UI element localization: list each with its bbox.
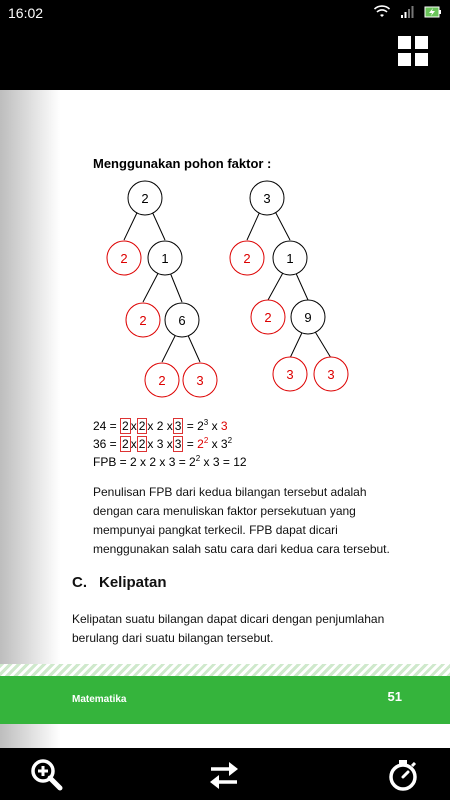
svg-text:2: 2 (120, 251, 128, 266)
signal-icon (400, 5, 414, 19)
tree1-node-root (128, 181, 162, 215)
top-toolbar (0, 26, 450, 90)
bottom-toolbar (0, 748, 450, 800)
book-page[interactable] (0, 90, 450, 748)
svg-text:3: 3 (263, 191, 271, 206)
status-time: 16:02 (8, 5, 44, 21)
svg-text:3: 3 (286, 367, 294, 382)
tree1-node-left3 (145, 363, 179, 397)
tree1-node-left1 (107, 241, 141, 275)
tree2-node-left2 (251, 300, 285, 334)
timer-icon (386, 758, 420, 792)
svg-text:1: 1 (161, 251, 169, 266)
paragraph-kelipatan: Kelipatan suatu bilangan dapat dicari dengan penjumlahan berulang dari suatu bilangan tersebut. (72, 612, 385, 645)
svg-text:3: 3 (196, 373, 204, 388)
swap-icon (207, 758, 241, 792)
tree2-node-root (250, 181, 284, 215)
status-icons (374, 5, 442, 19)
swap-button[interactable] (207, 758, 241, 792)
footer-subject: Matematika (72, 694, 127, 705)
tree2-node-right3 (314, 357, 348, 391)
page-number: 51 (387, 689, 402, 704)
equation-36: 36 = 2 x 2 x 3 x $3 = 2^2$ x $3^2$ (93, 436, 233, 451)
page-footer (0, 676, 450, 724)
status-bar (0, 0, 450, 26)
timer-button[interactable] (386, 758, 420, 792)
heading-factor-tree: Menggunakan pohon faktor : (93, 156, 272, 171)
grid-icon (398, 36, 428, 66)
svg-text:9: 9 (304, 310, 312, 325)
svg-text:1: 1 (286, 251, 294, 266)
svg-text:3: 3 (327, 367, 335, 382)
svg-text:2: 2 (139, 313, 147, 328)
equation-fpb: FPB = 2 x 2 x $3 = 2^2$ x 3 = 12 (93, 454, 247, 469)
svg-text:2: 2 (158, 373, 166, 388)
tree1-node-left2 (126, 303, 160, 337)
zoom-in-icon (30, 758, 64, 792)
tree1-node-right2 (165, 303, 199, 337)
tree2-node-left1 (230, 241, 264, 275)
section-title: Kelipatan (99, 574, 167, 591)
paragraph-fpb: Penulisan FPB dari kedua bilangan tersebut adalah dengan cara menuliskan faktor persekutuan yang mempunyai pangkat terkecil. FPB dapat dicari menggunakan salah satu cara dari kedua cara tersebut. (93, 485, 390, 556)
svg-text:2: 2 (264, 310, 272, 325)
section-number: C. (72, 574, 87, 591)
footer-stripe (0, 664, 450, 676)
wifi-icon (374, 5, 390, 19)
svg-text:2: 2 (243, 251, 251, 266)
battery-charging-icon (424, 5, 442, 19)
svg-text:2: 2 (141, 191, 149, 206)
grid-view-button[interactable] (398, 36, 428, 66)
svg-text:6: 6 (178, 313, 186, 328)
factor-trees (0, 90, 450, 410)
tree2-node-left3 (273, 357, 307, 391)
equation-24: 24 = 2 x 2 x 2 x $3 = 2^3$ x 3 (93, 418, 228, 433)
zoom-button[interactable] (30, 758, 64, 792)
tree1-node-right1 (148, 241, 182, 275)
tree2-node-right1 (273, 241, 307, 275)
tree2-node-right2 (291, 300, 325, 334)
tree1-node-right3 (183, 363, 217, 397)
section-heading-kelipatan (72, 574, 167, 591)
